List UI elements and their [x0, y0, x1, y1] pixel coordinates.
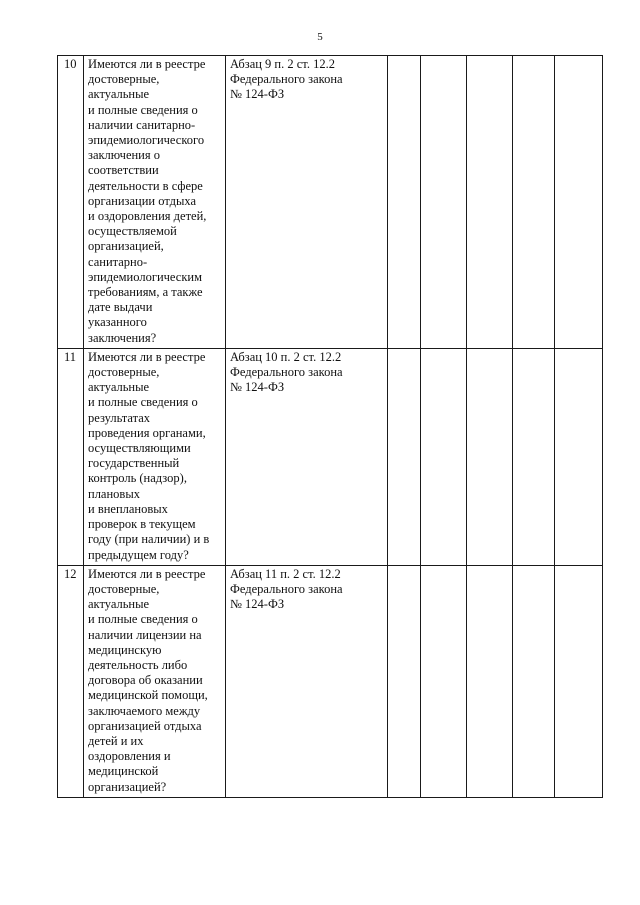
reference-cell [226, 348, 388, 565]
question-line: и полные сведения о [88, 612, 198, 627]
page-number: 5 [317, 31, 323, 43]
answer-cell-no [421, 565, 467, 797]
answer-cell-na [467, 565, 513, 797]
answer-cell-no [421, 348, 467, 565]
question-line: эпидемиологическим [88, 269, 203, 284]
question-line: медицинской [88, 764, 159, 779]
question-line: организацией, [88, 239, 164, 254]
answer-cell-na [467, 56, 513, 349]
question-line: заключения о [88, 148, 160, 163]
question-line: актуальные [88, 87, 150, 102]
question-line: достоверные, [88, 72, 160, 87]
question-cell [84, 348, 226, 565]
question-line: достоверные, [88, 365, 160, 380]
question-line: проведения органами, [88, 425, 206, 440]
question-line: достоверные, [88, 581, 160, 596]
reference-cell [226, 565, 388, 797]
checklist-table [57, 55, 603, 798]
reference-line: Федерального закона [230, 581, 343, 596]
question-line: организацией? [88, 779, 167, 794]
question-line: контроль (надзор), [88, 471, 187, 486]
question-cell [84, 56, 226, 349]
notes-cell [555, 56, 603, 349]
answer-cell-yes [388, 348, 421, 565]
question-line: наличии лицензии на [88, 627, 202, 642]
answer-cell-extra [513, 565, 555, 797]
question-line: актуальные [88, 380, 150, 395]
question-line: и оздоровления детей, [88, 209, 207, 224]
answer-cell-yes [388, 56, 421, 349]
question-line: результатах [88, 410, 151, 425]
question-cell [84, 565, 226, 797]
row-number-cell: 11 [58, 348, 84, 565]
question-line: осуществляющими [88, 441, 191, 456]
reference-line: № 124-ФЗ [230, 380, 285, 395]
reference-line: Абзац 10 п. 2 ст. 12.2 [230, 349, 342, 364]
notes-cell [555, 348, 603, 565]
answer-cell-na [467, 348, 513, 565]
question-line: Имеются ли в реестре [88, 57, 206, 71]
question-line: и внеплановых [88, 501, 168, 516]
question-line: заключаемого между [88, 703, 201, 718]
question-line: предыдущем году? [88, 547, 189, 562]
notes-cell [555, 565, 603, 797]
reference-line: Федерального закона [230, 72, 343, 87]
question-line: указанного [88, 315, 147, 330]
answer-cell-yes [388, 565, 421, 797]
reference-line: Абзац 9 п. 2 ст. 12.2 [230, 57, 335, 71]
question-line: оздоровления и [88, 749, 171, 764]
question-line: санитарно- [88, 254, 148, 269]
row-number-cell: 12 [58, 565, 84, 797]
reference-line: № 124-ФЗ [230, 597, 285, 612]
question-line: договора об оказании [88, 673, 203, 688]
question-line: Имеются ли в реестре [88, 349, 206, 364]
question-line: и полные сведения о [88, 102, 198, 117]
question-line: и полные сведения о [88, 395, 198, 410]
question-line: деятельность либо [88, 657, 188, 672]
reference-line: № 124-ФЗ [230, 87, 285, 102]
question-line: деятельности в сфере [88, 178, 203, 193]
question-line: организации отдыха [88, 193, 197, 208]
answer-cell-no [421, 56, 467, 349]
question-line: детей и их [88, 733, 144, 748]
question-line: соответствии [88, 163, 159, 178]
question-line: плановых [88, 486, 140, 501]
question-line: заключения? [88, 330, 157, 345]
row-number-cell: 10 [58, 56, 84, 349]
question-line: медицинской помощи, [88, 688, 208, 703]
reference-line: Федерального закона [230, 365, 343, 380]
question-line: требованиям, а также [88, 285, 203, 300]
question-line: дате выдачи [88, 300, 153, 315]
reference-cell [226, 56, 388, 349]
question-line: актуальные [88, 597, 150, 612]
question-line: организацией отдыха [88, 718, 202, 733]
question-line: наличии санитарно- [88, 117, 196, 132]
answer-cell-extra [513, 56, 555, 349]
table-row [58, 56, 603, 349]
question-line: государственный [88, 456, 180, 471]
question-line: медицинскую [88, 642, 162, 657]
question-line: эпидемиологического [88, 133, 205, 148]
reference-line: Абзац 11 п. 2 ст. 12.2 [230, 566, 341, 581]
table-row [58, 565, 603, 797]
question-line: осуществляемой [88, 224, 177, 239]
table-row [58, 348, 603, 565]
answer-cell-extra [513, 348, 555, 565]
question-line: Имеются ли в реестре [88, 566, 206, 581]
question-line: проверок в текущем [88, 517, 196, 532]
question-line: году (при наличии) и в [88, 532, 210, 547]
